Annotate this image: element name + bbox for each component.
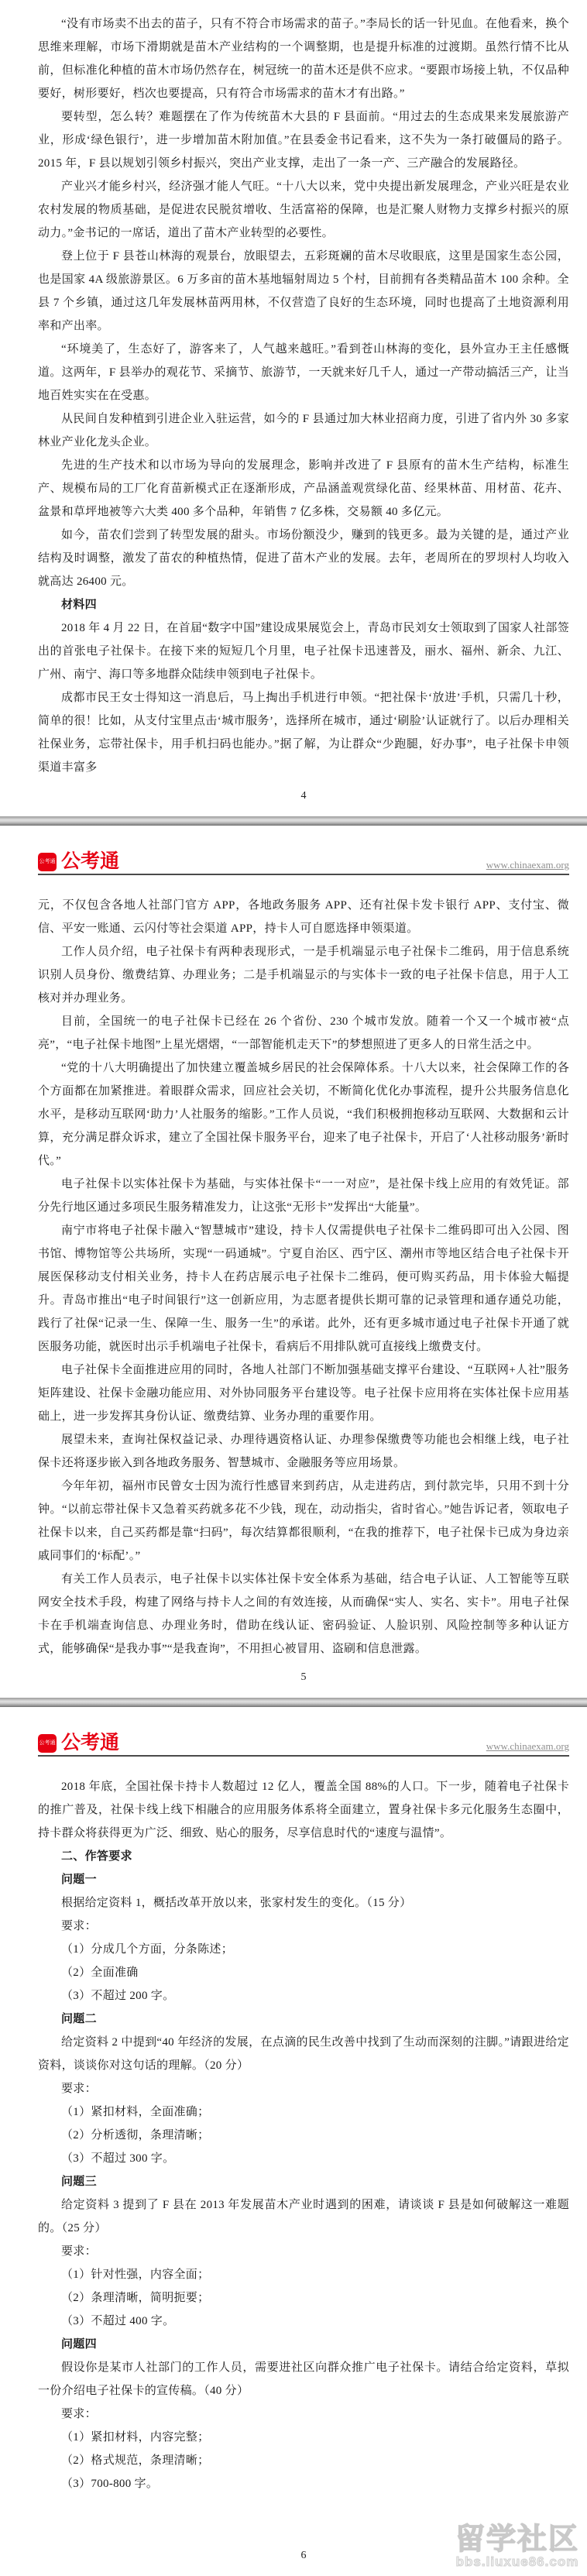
paragraph: 元，不仅包含各地人社部门官方 APP，各地政务服务 APP、还有社保卡发卡银行 APP、支付宝、微信、平安一账通、云闪付等社会渠道 APP，持卡人可自愿选择申领渠道。: [38, 899, 569, 935]
paragraph: （1）分成几个方面，分条陈述；: [61, 1943, 234, 1956]
brand-wordmark: 公考通: [61, 850, 120, 872]
paragraph: 电子社保卡全面推进应用的同时，各地人社部门不断加强基础支撑平台建设、“互联网+人社”服务矩阵建设、社保卡金融功能应用、对外协同服务平台建设等。电子社保卡应用将在实体社保卡应用基础上，进一步发挥其身份认证、缴费结算、业务办理的重要作用。: [38, 1364, 569, 1423]
site-url-link[interactable]: www.chinaexam.org: [486, 859, 569, 871]
page-number: 6: [300, 2550, 307, 2561]
paragraph: （1）针对性强，内容全面；: [61, 2269, 210, 2281]
paragraph: 今年年初，福州市民曾女士因为流行性感冒来到药店，从走进药店，到付款完毕，只用不到十分钟。“以前忘带社保卡又急着买药就多花不少钱，现在，动动指尖，省时省心。”她告诉记者，领取电子社保卡以来，自己买药都是靠“扫码”，每次结算都很顺利，“在我的推荐下，电子社保卡已成为身边亲戚同事们的‘标配’。”: [38, 1480, 569, 1562]
page-6-content: [38, 1775, 569, 2495]
paragraph: （3）700-800 字。: [61, 2478, 159, 2490]
section-heading: 二、作答要求: [61, 1850, 132, 1863]
paragraph: 产业兴才能乡村兴，经济强才能人气旺。“十八大以来，党中央提出新发展理念，产业兴旺是农业农村发展的物质基础，是促进农民脱贫增收、生活富裕的保障，也是汇聚人财物力支撑乡村振兴的原动力。”金书记的一席话，道出了苗木产业转型的必要性。: [38, 180, 569, 239]
paragraph: 要求：: [61, 2083, 97, 2095]
page-number: 5: [300, 1671, 307, 1683]
brand-wordmark: 公考通: [61, 1732, 120, 1753]
paragraph: “环境美了，生态好了，游客来了，人气越来越旺。”看到苍山林海的变化，县外宣办王主任感慨道。这两年，F 县举办的观花节、采摘节、旅游节，一天就来好几千人，通过一产带动搞活三产，让当地百姓实实在在受惠。: [38, 343, 569, 402]
section-heading: 问题三: [61, 2176, 97, 2188]
paragraph: （1）紧扣材料，全面准确；: [61, 2106, 210, 2118]
paragraph: 2018 年底，全国社保卡持卡人数超过 12 亿人，覆盖全国 88%的人口。下一步，随着电子社保卡的推广普及，社保卡线上线下相融合的应用服务体系将全面建立，置身社保卡多元化服务生态圈中，持卡群众将获得更为广泛、细致、贴心的服务，尽享信息时代的“速度与温情”。: [38, 1781, 569, 1839]
paragraph: 根据给定资料 1，概括改革开放以来，张家村发生的变化。（15 分）: [61, 1897, 412, 1909]
paragraph: 目前，全国统一的电子社保卡已经在 26 个省份、230 个城市发放。随着一个又一个城市被“点亮”，“电子社保卡地图”上星光熠熠，“一部智能机走天下”的梦想照进了更多人的日常生活之中。: [38, 1015, 569, 1051]
paragraph: （2）分析透彻，条理清晰；: [61, 2129, 210, 2142]
paragraph: “党的十八大明确提出了加快建立覆盖城乡居民的社会保障体系。十八大以来，社会保障工作的各个方面都在加紧推进。着眼群众需求，回应社会关切，不断简化优化办事流程，提升公共服务信息化水平，是移动互联网‘助力’人社服务的缩影。”工作人员说，“我们积极拥抱移动互联网、大数据和云计算，充分满足群众诉求，建立了全国社保卡服务平台，迎来了电子社保卡，开启了‘人社移动服务’新时代。”: [38, 1062, 569, 1167]
paragraph: 要转型，怎么转？难题摆在了作为传统苗木大县的 F 县面前。“用过去的生态成果来发展旅游产业，形成‘绿色银行’，进一步增加苗木附加值。”在县委金书记看来，这不失为一条打破僵局的路子。2015 年，F 县以规划引领乡村振兴，突出产业支撑，走出了一条一产、三产融合的发展路径。: [38, 111, 569, 170]
paragraph: （2）条理清晰，简明扼要；: [61, 2292, 210, 2304]
watermark-subtitle: bbs.liuxue86.com: [455, 2554, 579, 2569]
page-header: [38, 852, 569, 875]
page-divider: [0, 816, 587, 826]
paragraph: （3）不超过 300 字。: [61, 2152, 175, 2165]
watermark-title: 留学社区: [455, 2523, 579, 2556]
paragraph: 要求：: [61, 1920, 97, 1932]
paragraph: 南宁市将电子社保卡融入“智慧城市”建设，持卡人仅需提供电子社保卡二维码即可出入公园、图书馆、博物馆等公共场所，实现“一码通城”。宁夏自治区、西宁区、潮州市等地区结合电子社保卡开展医保移动支付相关业务，持卡人在药店展示电子社保卡二维码，便可购买药品，用卡体验大幅提升。青岛市推出“电子时间银行”这一创新应用，为志愿者提供长期可靠的记录管理和通存通兑功能，践行了社保“记录一生、保障一生、服务一生”的承诺。此外，还有更多城市通过电子社保卡开通了就医服务功能，就医时出示手机端电子社保卡，看病后不用排队就可直接线上缴费支付。: [38, 1224, 569, 1353]
paragraph: 从民间自发种植到引进企业入驻运营，如今的 F 县通过加大林业招商力度，引进了省内外 30 多家林业产业化龙头企业。: [38, 413, 569, 448]
section-heading: 问题二: [61, 2013, 97, 2025]
paragraph: 展望未来，查询社保权益记录、办理待遇资格认证、办理参保缴费等功能也会相继上线，电子社保卡还将逐步嵌入到各地政务服务、智慧城市、金融服务等应用场景。: [38, 1434, 569, 1469]
page-4-content: [38, 12, 569, 779]
paragraph: 电子社保卡以实体社保卡为基础，与实体社保卡“一一对应”，是社保卡线上应用的有效凭证。部分先行地区通过多项民生服务精准发力，让这张“无形卡”发挥出“大能量”。: [38, 1178, 569, 1214]
gongkaotong-logo: [38, 852, 119, 871]
site-url-link[interactable]: www.chinaexam.org: [486, 1740, 569, 1752]
page-5: [0, 826, 587, 1698]
paragraph: （3）不超过 200 字。: [61, 1990, 175, 2002]
paragraph: 2018 年 4 月 22 日，在首届“数字中国”建设成果展览会上，青岛市民刘女士领取到了国家人社部签出的首张电子社保卡。在接下来的短短几个月里，电子社保卡迅速普及，丽水、福州、新余、九江、广州、南宁、海口等多地群众陆续申领到电子社保卡。: [38, 622, 569, 681]
page-divider: [0, 1698, 587, 1707]
paragraph: “没有市场卖不出去的苗子，只有不符合市场需求的苗子。”李局长的话一针见血。在他看来，换个思维来理解，市场下滑期就是苗木产业结构的一个调整期，也是提升标准的过渡期。虽然行情不比从前，但标准化种植的苗木市场仍然存在，树冠统一的苗木还是供不应求。“要跟市场接上轨，不仅品种要好，树形要好，档次也要提高，只有符合市场需求的苗木才有出路。”: [38, 18, 569, 100]
gongkaotong-logo-icon: 公考通: [38, 1734, 57, 1753]
page-4: [0, 0, 587, 816]
paragraph: 如今，苗农们尝到了转型发展的甜头。市场份额没少，赚到的钱更多。最为关键的是，通过产业结构及时调整，激发了苗农的种植热情，促进了苗木产业的发展。去年，老周所在的罗坝村人均收入就高达 26400 元。: [38, 529, 569, 588]
gongkaotong-logo: [38, 1733, 119, 1753]
paragraph: 要求：: [61, 2245, 97, 2258]
paragraph: 假设你是某市人社部门的工作人员，需要进社区向群众推广电子社保卡。请结合给定资料，草拟一份介绍电子社保卡的宣传稿。（40 分）: [38, 2361, 569, 2397]
page-number: 4: [300, 790, 307, 802]
section-heading: 问题四: [61, 2338, 97, 2351]
paragraph: （2）全面准确: [61, 1966, 139, 1979]
paragraph: 先进的生产技术和以市场为导向的发展理念，影响并改进了 F 县原有的苗木生产结构，标准生产、规模布局的工厂化育苗新模式正在逐渐形成，产品涵盖观赏绿化苗、经果林苗、用材苗、花卉、盆景和草坪地被等六大类 400 多个品种，年销售 7 亿多株，交易额 40 多亿元。: [38, 459, 569, 518]
gongkaotong-logo-icon: 公考通: [38, 853, 57, 871]
page-5-content: [38, 894, 569, 1661]
paragraph: 给定资料 3 提到了 F 县在 2013 年发展苗木产业时遇到的困难，请谈谈 F 县是如何破解这一难题的。（25 分）: [38, 2199, 569, 2234]
paragraph: 工作人员介绍，电子社保卡有两种表现形式，一是手机端显示电子社保卡二维码，用于信息系统识别人员身份、缴费结算、办理业务；二是手机端显示的与实体卡一致的电子社保卡信息，用于人工核对并办理业务。: [38, 946, 569, 1005]
section-heading: 问题一: [61, 1874, 97, 1886]
paragraph: （2）格式规范，条理清晰；: [61, 2454, 210, 2467]
section-heading: 材料四: [61, 599, 97, 611]
paragraph: 有关工作人员表示，电子社保卡以实体社保卡安全体系为基础，结合电子认证、人工智能等互联网安全技术手段，构建了网络与持卡人之间的有效连接，从而确保“实人、实名、实卡”。用电子社保卡在手机端查询信息、办理业务时，借助在线认证、密码验证、人脸识别、风险控制等多种认证方式，能够确保“是我办事”“是我查询”，不用担心被冒用、盗刷和信息泄露。: [38, 1573, 569, 1655]
paragraph: 要求：: [61, 2408, 97, 2420]
paragraph: 登上位于 F 县苍山林海的观景台，放眼望去，五彩斑斓的苗木尽收眼底，这里是国家生态公园，也是国家 4A 级旅游景区。6 万多亩的苗木基地辐射周边 5 个村，目前拥有各类精品苗木 100 余种。全县 7 个乡镇，通过这几年发展林苗两用林，不仅营造了良好的生态环境，同时也提高了土地资源利用率和产出率。: [38, 250, 569, 332]
page-6: [0, 1707, 587, 2576]
paragraph: （3）不超过 400 字。: [61, 2315, 175, 2327]
paragraph: 成都市民王女士得知这一消息后，马上掏出手机进行申领。“把社保卡‘放进’手机，只需几十秒，简单的很！比如，从支付宝里点击‘城市服务’，选择所在城市，通过‘刷脸’认证就行了。以后办理相关社保业务，忘带社保卡，用手机扫码也能办。”据了解，为让群众“少跑腿，好办事”，电子社保卡申领渠道丰富多: [38, 692, 569, 774]
paragraph: （1）紧扣材料，内容完整；: [61, 2431, 210, 2444]
paragraph: 给定资料 2 中提到“40 年经济的发展，在点滴的民生改善中找到了生动而深刻的注脚。”请跟进给定资料，谈谈你对这句话的理解。（20 分）: [38, 2036, 569, 2072]
page-header: [38, 1733, 569, 1757]
